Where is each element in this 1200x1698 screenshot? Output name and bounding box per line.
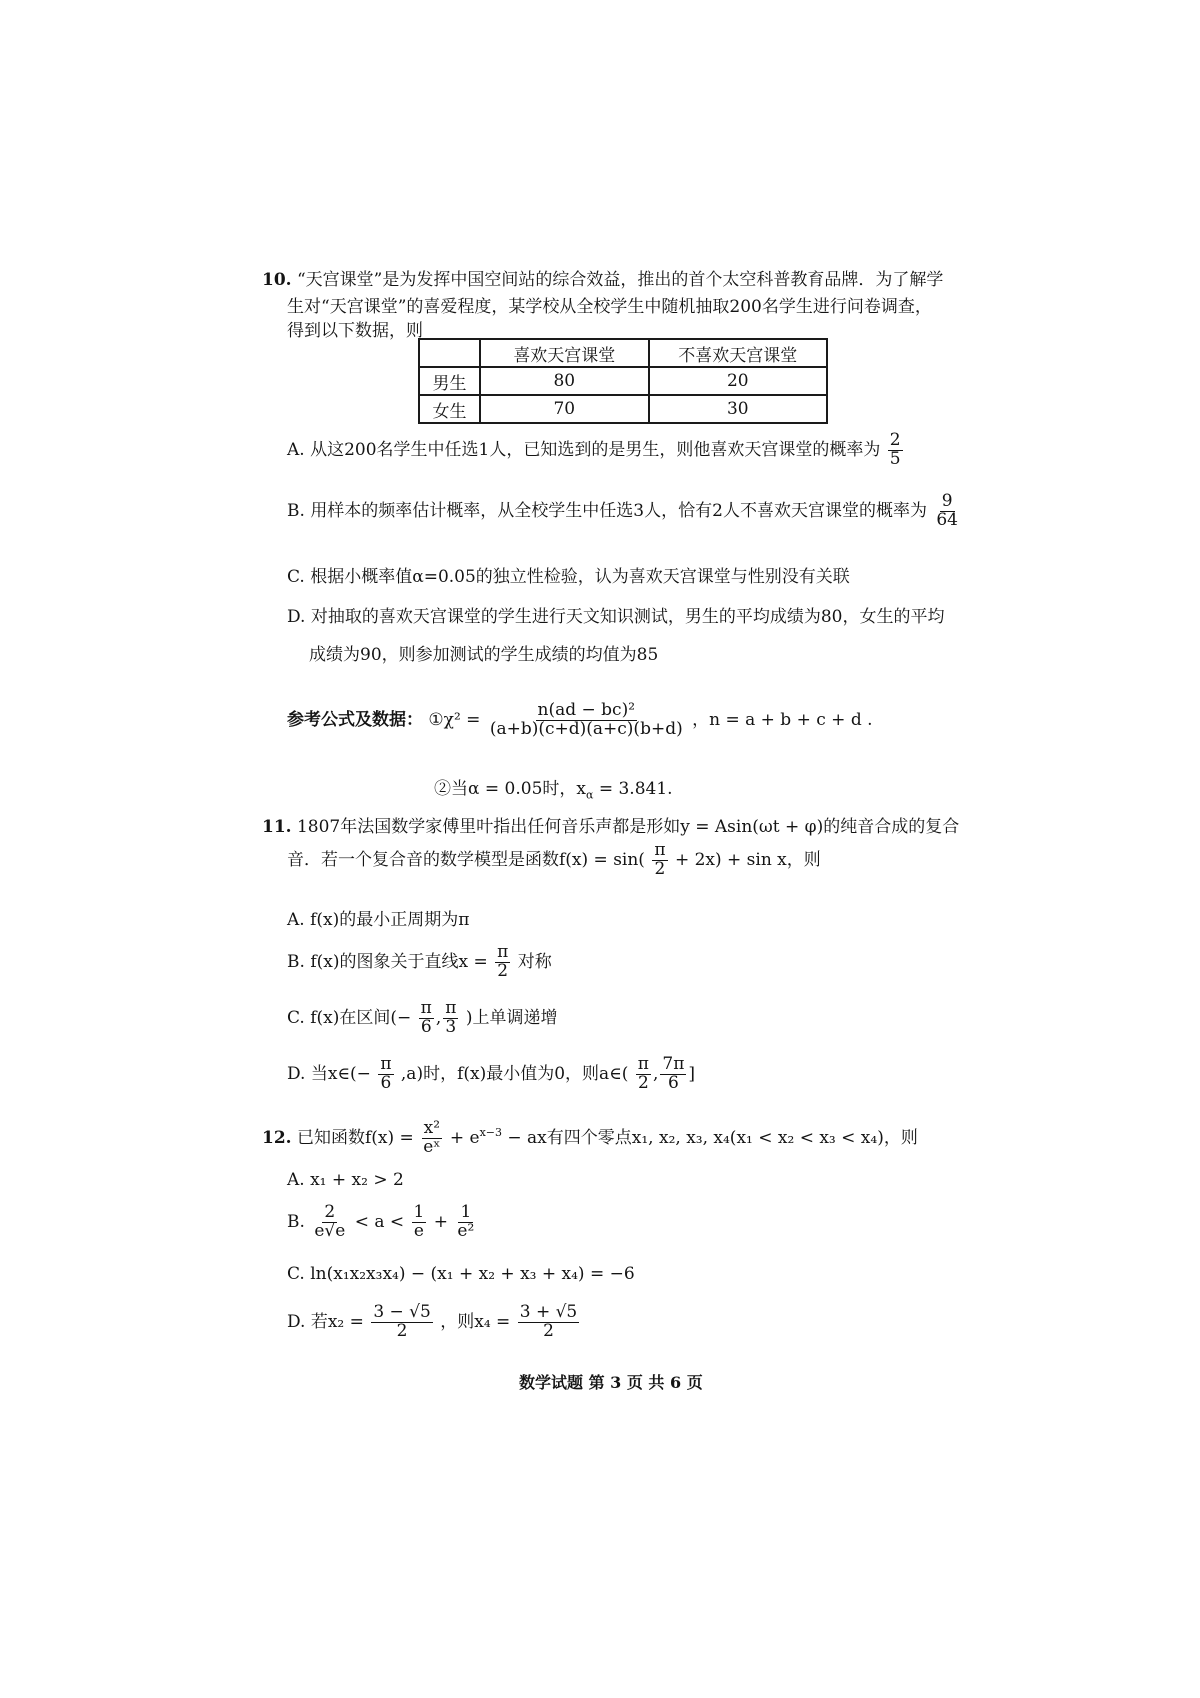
option-tail: ] <box>688 1063 696 1084</box>
option-tail: )上单调递增 <box>465 1007 558 1028</box>
table-cell: 80 <box>480 367 649 395</box>
fraction <box>455 1204 476 1241</box>
numerator: 2 <box>324 1202 336 1222</box>
denominator: 6 <box>420 1016 432 1037</box>
table-header-cell <box>419 339 480 367</box>
fraction <box>421 1120 442 1157</box>
table-row <box>419 395 827 423</box>
q12-stem-text-b: + e <box>449 1127 480 1148</box>
table-cell: 70 <box>480 395 649 423</box>
q12-stem <box>262 1120 918 1157</box>
numerator: π <box>654 840 666 860</box>
denominator: 64 <box>936 509 958 530</box>
q10-option-a <box>287 432 905 469</box>
denominator: 6 <box>380 1072 392 1093</box>
fraction <box>378 1056 393 1093</box>
subscript: α <box>585 788 594 802</box>
reference-label: 参考公式及数据： <box>287 709 423 730</box>
numerator: 3 − √5 <box>373 1302 431 1322</box>
numerator: π <box>445 998 457 1018</box>
numerator: 9 <box>941 491 953 511</box>
denominator: 2 <box>543 1320 554 1341</box>
q12-option-d <box>287 1304 581 1341</box>
q11-number: 11. <box>262 817 292 837</box>
denominator: 6 <box>667 1072 679 1093</box>
formula-lhs: ①χ² = <box>428 709 481 730</box>
option-text: f(x)的最小正周期为π <box>310 910 470 930</box>
numerator: 1 <box>460 1202 472 1222</box>
numerator: π <box>380 1054 392 1074</box>
superscript: x−3 <box>479 1126 502 1140</box>
option-text: ln(x₁x₂x₃x₄) − (x₁ + x₂ + x₃ + x₄) = −6 <box>310 1264 635 1284</box>
option-plus: + <box>433 1211 449 1232</box>
option-label: A. <box>287 1170 305 1190</box>
numerator: 3 + √5 <box>519 1302 578 1322</box>
table-header-cell: 不喜欢天宫课堂 <box>649 339 827 367</box>
denominator: e√e <box>314 1220 346 1241</box>
numerator: π <box>420 998 432 1018</box>
q12-option-c <box>287 1264 635 1284</box>
option-label: B. <box>287 951 305 972</box>
q11-option-a <box>287 905 469 930</box>
denominator: 2 <box>497 960 509 981</box>
option-text: f(x)的图象关于直线x = <box>310 951 488 972</box>
fraction <box>888 432 903 469</box>
denominator: 2 <box>396 1320 408 1341</box>
option-label: C. <box>287 1264 305 1284</box>
option-mid: < a < <box>354 1211 405 1232</box>
denominator: e <box>413 1220 424 1241</box>
option-label: B. <box>287 1211 305 1232</box>
denominator: 2 <box>654 858 666 879</box>
q10-reference-data <box>434 774 673 801</box>
option-label: A. <box>287 910 305 930</box>
q10-reference-formula <box>287 702 873 739</box>
reference-data-text: ②当α = 0.05时，x <box>434 779 586 799</box>
option-mid: ，则x₄ = <box>440 1311 511 1332</box>
table-header-row <box>419 339 827 367</box>
q11-stem-text2a: 音．若一个复合音的数学模型是函数f(x) = sin( <box>287 849 645 870</box>
fraction <box>636 1056 651 1093</box>
fraction <box>443 1000 458 1037</box>
option-label: C. <box>287 567 305 587</box>
table-header-cell: 喜欢天宫课堂 <box>480 339 649 367</box>
option-label: C. <box>287 1007 305 1028</box>
q12-number: 12. <box>262 1127 292 1148</box>
option-label: D. <box>287 1063 306 1084</box>
option-text: 用样本的频率估计概率，从全校学生中任选3人，恰有2人不喜欢天宫课堂的概率为 <box>310 500 927 521</box>
q11-option-b <box>287 944 552 981</box>
q11-stem-line2 <box>287 842 821 879</box>
q10-data-table <box>418 338 828 424</box>
q10-stem-line3: 得到以下数据，则 <box>287 321 423 341</box>
q11-stem-text1: 1807年法国数学家傅里叶指出任何音乐声都是形如y = Asin(ωt + φ)的纯音合成的复合 <box>296 817 960 837</box>
q12-stem-text-c: − ax有四个零点x₁, x₂, x₃, x₄(x₁ < x₂ < x₃ < x₄)，则 <box>502 1127 918 1148</box>
q11-option-c: C. f(x)在区间(− $\frac{\pi}{6}$ , $\frac{\pi}{3}$ )上单调递增 <box>287 998 558 1037</box>
fraction <box>652 842 667 879</box>
denominator: e² <box>457 1220 475 1241</box>
table-cell: 女生 <box>419 395 480 423</box>
q11-stem-text2b: + 2x) + sin x，则 <box>674 849 821 870</box>
denominator: eˣ <box>423 1136 441 1157</box>
option-text: 当x∈(− <box>310 1063 371 1084</box>
numerator: n(ad − bc)² <box>537 700 636 720</box>
denominator: 2 <box>637 1072 649 1093</box>
fraction <box>412 1204 427 1241</box>
table-cell: 30 <box>649 395 827 423</box>
q12-stem-text-a: 已知函数f(x) = <box>296 1127 414 1148</box>
fraction <box>518 1304 580 1341</box>
table-cell: 20 <box>649 367 827 395</box>
option-mid: ,a)时，f(x)最小值为0，则a∈( <box>400 1063 629 1084</box>
q10-option-d-line2: 成绩为90，则参加测试的学生成绩的均值为85 <box>309 645 659 665</box>
numerator: 2 <box>889 430 901 450</box>
option-text: 根据小概率值α=0.05的独立性检验，认为喜欢天宫课堂与性别没有关联 <box>310 567 850 587</box>
q10-stem-text1: “天宫课堂”是为发挥中国空间站的综合效益，推出的首个太空科普教育品牌．为了解学 <box>296 270 944 290</box>
formula-tail: ，n = a + b + c + d . <box>692 709 873 730</box>
q12-option-b <box>287 1204 478 1241</box>
option-text: f(x)在区间(− <box>310 1007 412 1028</box>
fraction <box>934 493 960 530</box>
option-text: 从这200名学生中任选1人，已知选到的是男生，则他喜欢天宫课堂的概率为 <box>310 439 881 460</box>
q10-stem-line1 <box>262 265 943 290</box>
reference-data-tail: = 3.841. <box>593 779 673 799</box>
numerator: x² <box>423 1118 441 1138</box>
q11-option-d: D. 当x∈(− $\frac{\pi}{6}$ ,a)时，f(x)最小值为0，则a∈( $\frac{\pi}{2}$ , $\frac{7\pi}{6}$ ] <box>287 1054 696 1093</box>
option-label: D. <box>287 1311 306 1332</box>
numerator: 7π <box>662 1054 685 1074</box>
option-label: B. <box>287 500 305 521</box>
fraction <box>371 1304 433 1341</box>
option-label: D. <box>287 607 306 627</box>
fraction <box>488 702 685 739</box>
q10-stem-line2: 生对“天宫课堂”的喜爱程度，某学校从全校学生中随机抽取200名学生进行问卷调查， <box>287 297 932 317</box>
q10-number: 10. <box>262 270 292 290</box>
fraction <box>495 944 510 981</box>
denominator: 5 <box>889 448 901 469</box>
q10-option-c <box>287 562 850 587</box>
numerator: 1 <box>413 1202 425 1222</box>
option-text: x₁ + x₂ > 2 <box>310 1170 404 1190</box>
numerator: π <box>497 942 509 962</box>
option-tail: 对称 <box>517 951 552 972</box>
table-row <box>419 367 827 395</box>
table-cell: 男生 <box>419 367 480 395</box>
q10-option-d <box>287 602 944 627</box>
denominator: (a+b)(c+d)(a+c)(b+d) <box>489 718 683 739</box>
q10-option-b <box>287 493 962 530</box>
option-text: 若x₂ = <box>310 1311 364 1332</box>
option-text: 对抽取的喜欢天宫课堂的学生进行天文知识测试，男生的平均成绩为80，女生的平均 <box>310 607 945 627</box>
option-label: A. <box>287 439 305 460</box>
fraction <box>312 1204 347 1241</box>
fraction <box>660 1056 686 1093</box>
numerator: π <box>637 1054 649 1074</box>
q12-option-a <box>287 1170 404 1190</box>
q11-stem-line1 <box>262 812 959 837</box>
page-footer: 数学试题 第 3 页 共 6 页 <box>519 1373 703 1392</box>
fraction <box>419 1000 434 1037</box>
denominator: 3 <box>445 1016 457 1037</box>
